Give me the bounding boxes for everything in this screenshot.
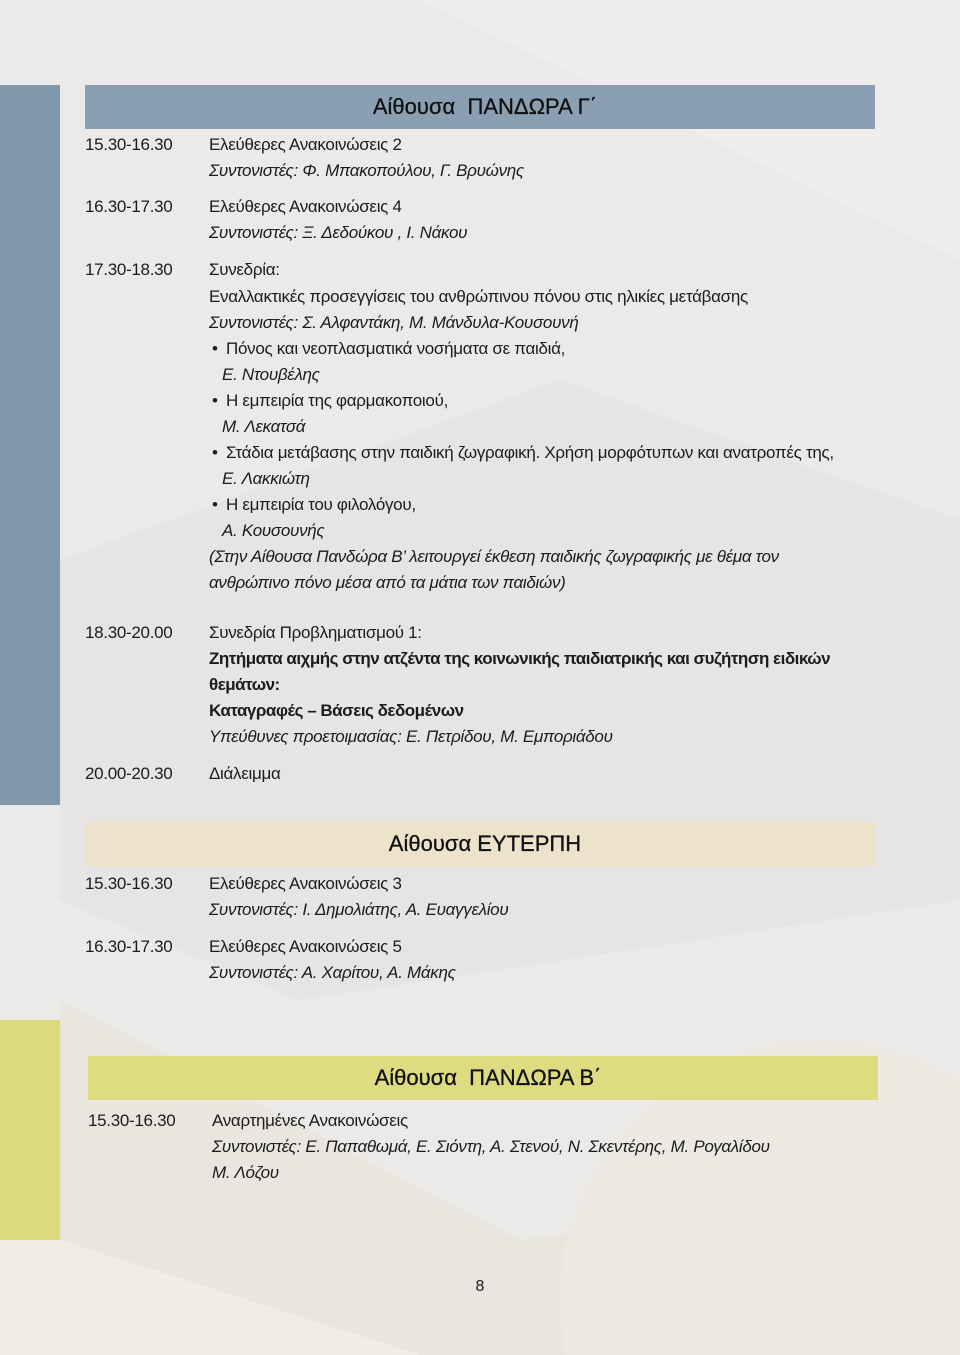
room-title: Αίθουσα ΠΑΝΔΩΡΑ Γ΄ (372, 94, 598, 119)
session-time: 20.00-20.30 (85, 764, 173, 783)
talk-item (212, 336, 565, 362)
exhibition-note: (Στην Αίθουσα Πανδώρα Β’ λειτουργεί έκθεση παιδικής ζωγραφικής με θέμα τον (209, 547, 779, 566)
bullet: • (212, 339, 218, 358)
talk-title: Η εμπειρία του φιλολόγου, (226, 495, 416, 514)
bullet: • (212, 391, 218, 410)
talk-speaker: Ε. Ντουβέλης (222, 365, 320, 384)
session-title: Διάλειμμα (209, 764, 281, 783)
session-topic-sub: Καταγραφές – Βάσεις δεδομένων (209, 701, 464, 720)
session-topic: Ζητήματα αιχμής στην ατζέντα της κοινωνικής παιδιατρικής και συζήτηση ειδικών (209, 649, 831, 668)
exhibition-note: ανθρώπινο πόνο μέσα από τα μάτια των παιδιών) (209, 573, 566, 592)
talk-speaker: Ε. Λακκιώτη (222, 469, 310, 488)
bullet: • (212, 495, 218, 514)
session-chairs: Συντονιστές: Ξ. Δεδούκου , Ι. Νάκου (209, 223, 468, 242)
session-chairs: Συντονιστές: Φ. Μπακοπούλου, Γ. Βρυώνης (209, 161, 524, 180)
session-chairs: Συντονιστές: Ε. Παπαθωμά, Ε. Σιόντη, Α. Στενού, Ν. Σκεντέρης, Μ. Ρογαλίδου (212, 1137, 770, 1156)
session-time: 15.30-16.30 (88, 1111, 176, 1130)
session-topic: θεμάτων: (209, 675, 280, 694)
room-title: Αίθουσα ΕΥΤΕΡΠΗ (388, 831, 582, 856)
talk-item (212, 388, 448, 414)
session-time: 17.30-18.30 (85, 260, 173, 279)
room-header-pandora-g (85, 85, 875, 129)
session-chairs: Συντονιστές: Α. Χαρίτου, Α. Μάκης (209, 963, 456, 982)
talk-speaker: Μ. Λεκατσά (222, 417, 306, 436)
bullet: • (212, 443, 218, 462)
left-band-blue (0, 85, 60, 805)
session-time: 15.30-16.30 (85, 874, 173, 893)
session-time: 16.30-17.30 (85, 937, 173, 956)
session-title: Ελεύθερες Ανακοινώσεις 3 (209, 874, 402, 893)
session-title: Συνεδρία: (209, 260, 280, 279)
talk-title: Η εμπειρία της φαρμακοποιού, (226, 391, 448, 410)
session-title: Ελεύθερες Ανακοινώσεις 4 (209, 197, 402, 216)
room-header-euterpi (85, 822, 875, 866)
session-chairs: Συντονιστές: Σ. Αλφαντάκη, Μ. Μάνδυλα-Κουσουνή (209, 313, 579, 332)
session-chairs: Μ. Λόζου (212, 1163, 279, 1182)
page-number: 8 (475, 1278, 485, 1295)
talk-item (212, 440, 834, 466)
session-chairs: Συντονιστές: Ι. Δημολιάτης, Α. Ευαγγελίου (209, 900, 509, 919)
session-title: Συνεδρία Προβληματισμού 1: (209, 623, 422, 642)
bg-shape (60, 380, 960, 1000)
bg-shape (0, 0, 960, 260)
room-title: Αίθουσα ΠΑΝΔΩΡΑ Β΄ (374, 1065, 602, 1090)
session-subtitle: Εναλλακτικές προσεγγίσεις του ανθρώπινου πόνου στις ηλικίες μετάβασης (209, 287, 748, 306)
left-band-yellow (0, 1020, 60, 1240)
talk-item (212, 492, 416, 518)
room-header-pandora-b (88, 1056, 878, 1100)
session-title: Ελεύθερες Ανακοινώσεις 5 (209, 937, 402, 956)
session-title: Ελεύθερες Ανακοινώσεις 2 (209, 135, 402, 154)
talk-title: Πόνος και νεοπλασματικά νοσήματα σε παιδιά, (226, 339, 566, 358)
session-title: Αναρτημένες Ανακοινώσεις (212, 1111, 408, 1130)
session-time: 15.30-16.30 (85, 135, 173, 154)
talk-title: Στάδια μετάβασης στην παιδική ζωγραφική. Χρήση μορφότυπων και ανατροπές της, (226, 443, 834, 462)
session-time: 18.30-20.00 (85, 623, 173, 642)
session-organizers: Υπεύθυνες προετοιμασίας: Ε. Πετρίδου, Μ. Εμποριάδου (209, 727, 613, 746)
talk-speaker: Α. Κουσουνής (222, 521, 325, 540)
session-time: 16.30-17.30 (85, 197, 173, 216)
